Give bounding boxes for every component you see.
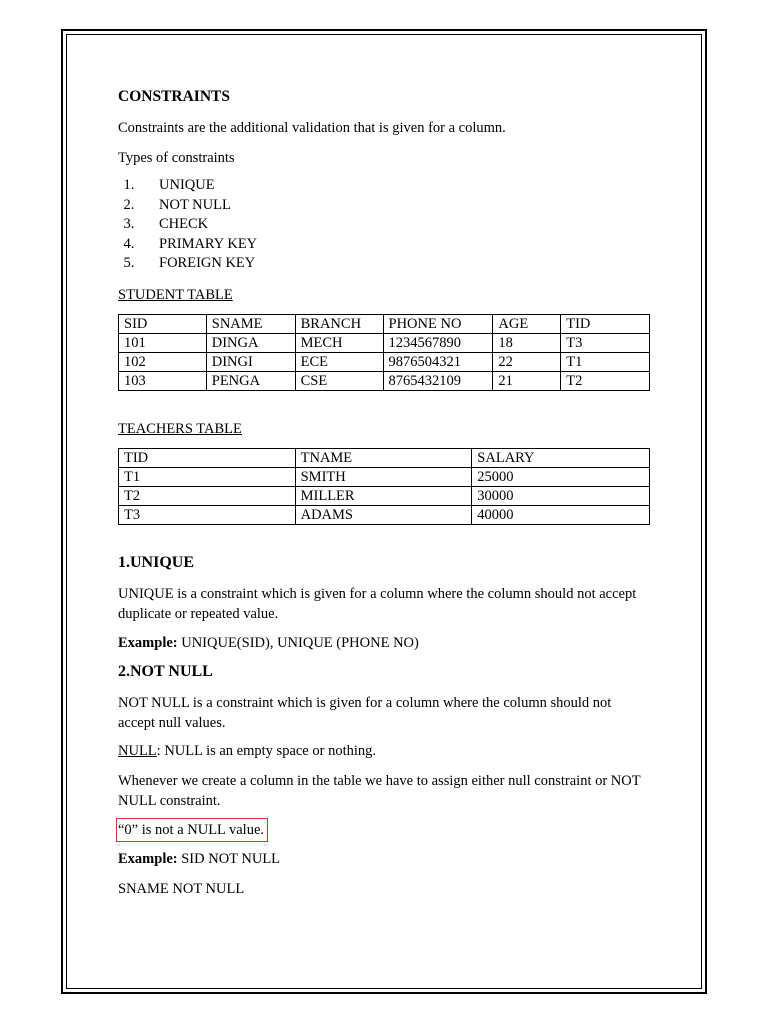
table-row (119, 506, 650, 525)
table-cell: 25000 (472, 468, 650, 487)
header-cell: TID (119, 449, 296, 468)
not-null-description: NOT NULL is a constraint which is given for a column where the column should not accept null values. (118, 695, 612, 731)
unique-example (118, 633, 419, 653)
table-cell: CSE (295, 372, 383, 391)
null-definition (118, 741, 376, 761)
header-cell: SID (119, 315, 207, 334)
student-table (118, 314, 650, 391)
table-cell: DINGI (206, 353, 295, 372)
unique-heading: 1.UNIQUE (118, 554, 195, 571)
header-cell: SNAME (206, 315, 295, 334)
example-label: Example: (118, 851, 178, 867)
table-cell: ECE (295, 353, 383, 372)
list-item: 1. UNIQUE (138, 176, 257, 196)
not-null-example-2: SNAME NOT NULL (118, 881, 245, 897)
table-cell: 22 (493, 353, 561, 372)
table-row (119, 468, 650, 487)
list-item: 4. PRIMARY KEY (138, 235, 257, 255)
table-cell: 30000 (472, 487, 650, 506)
not-null-example (118, 849, 280, 869)
table-cell: T2 (119, 487, 296, 506)
header-cell: TID (561, 315, 650, 334)
table-cell: 102 (119, 353, 207, 372)
header-cell: AGE (493, 315, 561, 334)
table-cell: MILLER (295, 487, 472, 506)
whenever-text: Whenever we create a column in the table we have to assign either null constraint or NOT NULL constraint. (118, 773, 641, 809)
table-cell: 9876504321 (383, 353, 493, 372)
teachers-table-caption: TEACHERS TABLE (118, 421, 242, 437)
zero-note (118, 818, 268, 842)
table-cell: 1234567890 (383, 334, 493, 353)
table-cell: DINGA (206, 334, 295, 353)
table-cell: 103 (119, 372, 207, 391)
header-cell: SALARY (472, 449, 650, 468)
not-null-heading: 2.NOT NULL (118, 663, 213, 680)
table-header-row (119, 449, 650, 468)
table-cell: 8765432109 (383, 372, 493, 391)
header-cell: BRANCH (295, 315, 383, 334)
intro-text: Constraints are the additional validation that is given for a column. (118, 120, 506, 136)
table-cell: T3 (561, 334, 650, 353)
list-item: 2. NOT NULL (138, 196, 257, 216)
constraint-types-list (118, 176, 257, 274)
table-cell: T1 (561, 353, 650, 372)
table-cell: 18 (493, 334, 561, 353)
table-cell: 101 (119, 334, 207, 353)
table-row (119, 487, 650, 506)
table-cell: MECH (295, 334, 383, 353)
page-title: CONSTRAINTS (118, 88, 230, 105)
unique-description: UNIQUE is a constraint which is given for a column where the column should not accept duplicate or repeated value. (118, 586, 637, 622)
table-cell: T1 (119, 468, 296, 487)
header-cell: PHONE NO (383, 315, 493, 334)
table-cell: 40000 (472, 506, 650, 525)
table-row (119, 334, 650, 353)
table-cell: T2 (561, 372, 650, 391)
example-label: Example: (118, 635, 178, 651)
table-cell: SMITH (295, 468, 472, 487)
table-cell: PENGA (206, 372, 295, 391)
table-cell: T3 (119, 506, 296, 525)
example-text: SID NOT NULL (177, 851, 281, 867)
teachers-table (118, 448, 650, 525)
table-row (119, 372, 650, 391)
table-row (119, 353, 650, 372)
example-text: UNIQUE(SID), UNIQUE (PHONE NO) (177, 635, 419, 651)
header-cell: TNAME (295, 449, 472, 468)
table-cell: 21 (493, 372, 561, 391)
list-item: 3. CHECK (138, 215, 257, 235)
null-definition-text: : NULL is an empty space or nothing. (156, 743, 377, 759)
table-header-row (119, 315, 650, 334)
table-cell: ADAMS (295, 506, 472, 525)
student-table-caption: STUDENT TABLE (118, 287, 233, 303)
types-label: Types of constraints (118, 150, 235, 166)
null-term: NULL (118, 743, 157, 759)
list-item: 5. FOREIGN KEY (138, 254, 257, 274)
highlight-box: “0” is not a NULL value. (116, 818, 268, 842)
